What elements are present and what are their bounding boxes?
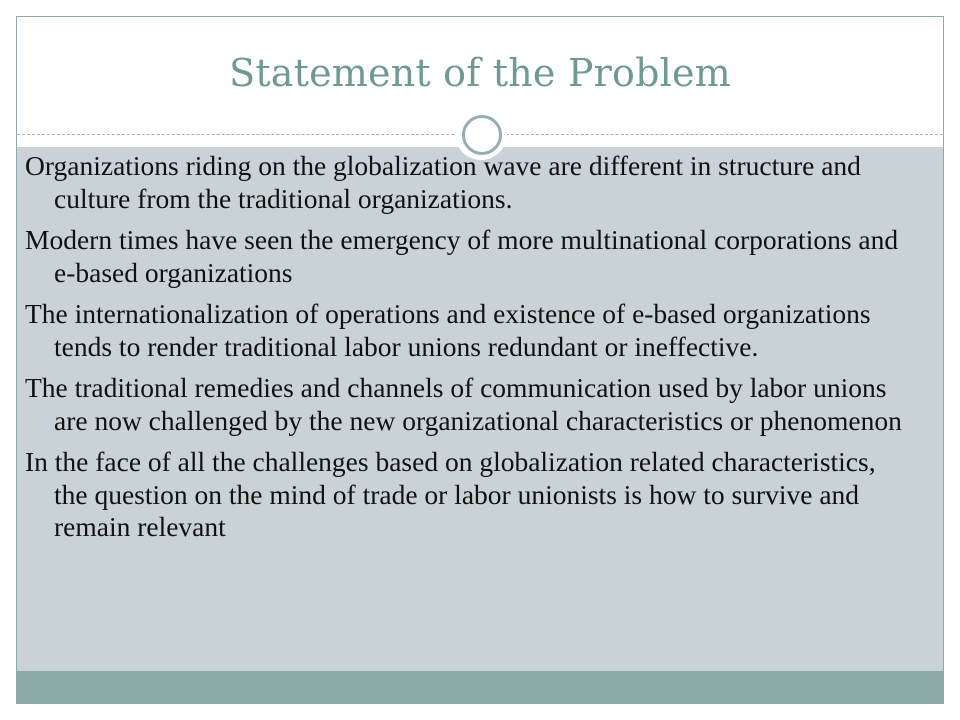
bullet-item: Modern times have seen the emergency of more multinational corporations and e-based organizations [25, 224, 899, 288]
slide-title: Statement of the Problem [229, 51, 731, 95]
footer-band [17, 671, 943, 704]
bullet-item: The internationalization of operations and existence of e-based organizations tends to render traditional labor unions redundant or ineffective. [25, 298, 871, 362]
bullet-list [25, 150, 905, 553]
bullet-item: Organizations riding on the globalization wave are different in structure and culture from the traditional organizations. [25, 150, 861, 214]
ring-icon [462, 115, 502, 155]
bullet-item: The traditional remedies and channels of communication used by labor unions are now challenged by the new organizational characteristics or phenomenon [25, 372, 902, 436]
bullet-item: In the face of all the challenges based on globalization related characteristics, the question on the mind of trade or labor unionists is how to survive and remain relevant [25, 446, 876, 542]
